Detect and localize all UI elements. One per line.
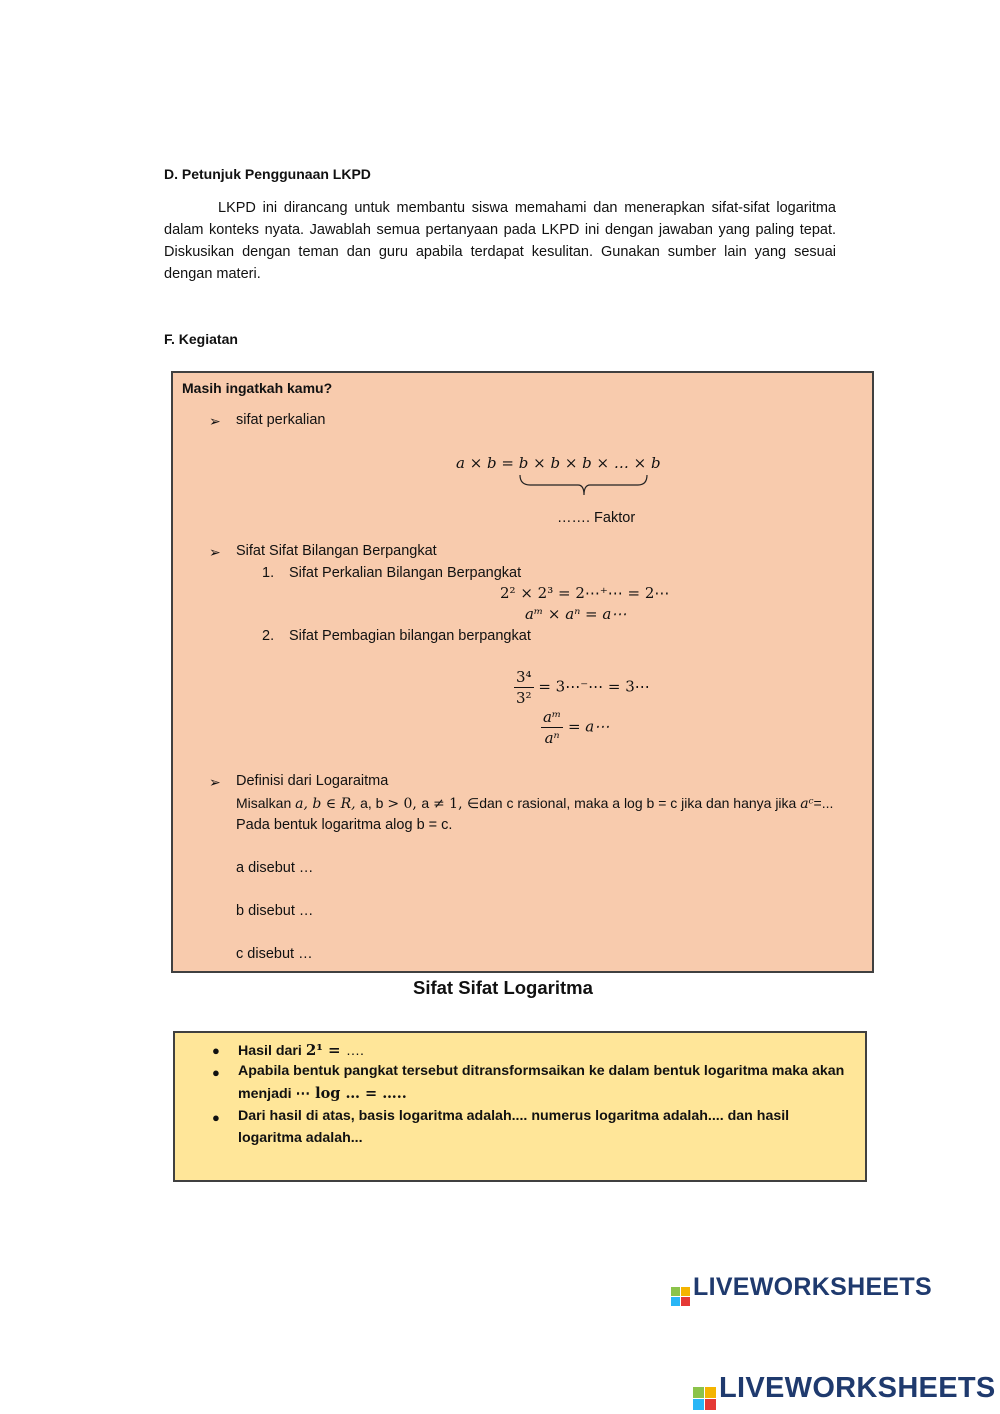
- liveworksheets-icon: [693, 1387, 716, 1410]
- def-text-d: ∈dan c rasional, maka a log b = c jika dan hanya jika: [467, 795, 801, 811]
- instructions-paragraph: [164, 197, 836, 285]
- bullet-sifat-perkalian: sifat perkalian: [236, 412, 326, 428]
- faktor-label: ……. Faktor: [557, 510, 636, 526]
- arrow-bullet-icon: ➢: [209, 544, 221, 560]
- sifat-logaritma-title: Sifat Sifat Logaritma: [413, 977, 593, 998]
- item1-label: Sifat Perkalian Bilangan Berpangkat: [289, 565, 522, 581]
- mult-eq-lhs: a × b =: [456, 454, 519, 472]
- power-quotient-example: [514, 668, 650, 707]
- liveworksheets-icon: [671, 1287, 690, 1306]
- item2-number: 2.: [262, 628, 275, 644]
- def-text-b: a, b: [360, 795, 388, 811]
- section-f-heading: F. Kegiatan: [164, 331, 238, 347]
- exercise-item-2-line1: Apabila bentuk pangkat tersebut ditransformsaikan ke dalam bentuk logaritma maka akan: [238, 1063, 845, 1079]
- b1-tail: ….: [345, 1043, 364, 1059]
- b1-math: 2¹ =: [305, 1041, 346, 1059]
- frac1-numerator: 3⁴: [516, 668, 532, 686]
- arrow-bullet-icon: ➢: [209, 774, 221, 790]
- definition-line-2: Pada bentuk logaritma alog b = c.: [236, 817, 453, 833]
- def-math-d: aᶜ: [800, 796, 814, 812]
- definition-line: [236, 795, 833, 812]
- frac2-denominator: aⁿ: [544, 729, 560, 747]
- exercise-item-2-line2: [238, 1085, 407, 1102]
- power-product-general: aᵐ × aⁿ = a⋯: [525, 605, 627, 623]
- watermark-text-1: LIVEWORKSHEETS: [693, 1273, 932, 1301]
- b2-math: ⋯ log … = …..: [295, 1085, 407, 1102]
- section-d-heading: D. Petunjuk Penggunaan LKPD: [164, 166, 371, 182]
- power-product-example: 2² × 2³ = 2⋯⁺⋯ = 2⋯: [500, 584, 670, 602]
- bullet-dot-icon: ●: [212, 1065, 220, 1080]
- bullet-sifat-berpangkat: Sifat Sifat Bilangan Berpangkat: [236, 543, 437, 559]
- b-disebut: b disebut …: [236, 903, 314, 919]
- def-text-a: Misalkan: [236, 795, 296, 811]
- arrow-bullet-icon: ➢: [209, 413, 221, 429]
- def-math-a: a, b ∈ R,: [295, 796, 361, 812]
- power-quotient-general: [541, 708, 609, 747]
- bullet-definisi-logaritma: Definisi dari Logaraitma: [236, 773, 389, 789]
- def-math-b: > 0,: [387, 796, 422, 812]
- b2-text: menjadi: [238, 1086, 296, 1102]
- item1-number: 1.: [262, 565, 275, 581]
- bullet-dot-icon: ●: [212, 1110, 220, 1125]
- liveworksheets-logo-1: [671, 1273, 932, 1306]
- multiplication-equation: [456, 454, 661, 472]
- frac1-denominator: 3²: [516, 689, 532, 707]
- frac2-rhs: = a⋯: [567, 717, 610, 736]
- def-text-e: =...: [813, 795, 834, 811]
- watermark-text-2: LIVEWORKSHEETS: [719, 1372, 996, 1404]
- item2-label: Sifat Pembagian bilangan berpangkat: [289, 628, 531, 644]
- def-text-c: a: [421, 795, 433, 811]
- instructions-text: LKPD ini dirancang untuk membantu siswa memahami dan menerapkan sifat-sifat logaritma dalam konteks nyata. Jawablah semua pertanyaan pada LKPD ini dengan jawaban yang paling tepat. Diskusikan dengan teman dan guru apabila terdapat kesulitan. Gunakan sumber lain yang sesuai dengan materi.: [164, 200, 836, 282]
- exercise-item-1: [238, 1041, 364, 1059]
- frac1-rhs: = 3⋯⁻⋯ = 3⋯: [538, 677, 650, 696]
- reminder-title: Masih ingatkah kamu?: [182, 380, 333, 396]
- b1-text: Hasil dari: [238, 1043, 306, 1059]
- exercise-item-3-line2: logaritma adalah...: [238, 1130, 363, 1146]
- exercise-item-3-line1: Dari hasil di atas, basis logaritma adalah.... numerus logaritma adalah.... dan hasil: [238, 1108, 790, 1124]
- bullet-dot-icon: ●: [212, 1043, 220, 1058]
- underbrace-icon: [518, 473, 650, 501]
- c-disebut: c disebut …: [236, 946, 313, 962]
- def-math-c: ≠ 1,: [433, 796, 467, 812]
- liveworksheets-logo-2: [693, 1372, 996, 1410]
- a-disebut: a disebut …: [236, 860, 314, 876]
- mult-eq-rhs: b × b × b × … × b: [518, 454, 661, 472]
- frac2-numerator: aᵐ: [543, 708, 562, 726]
